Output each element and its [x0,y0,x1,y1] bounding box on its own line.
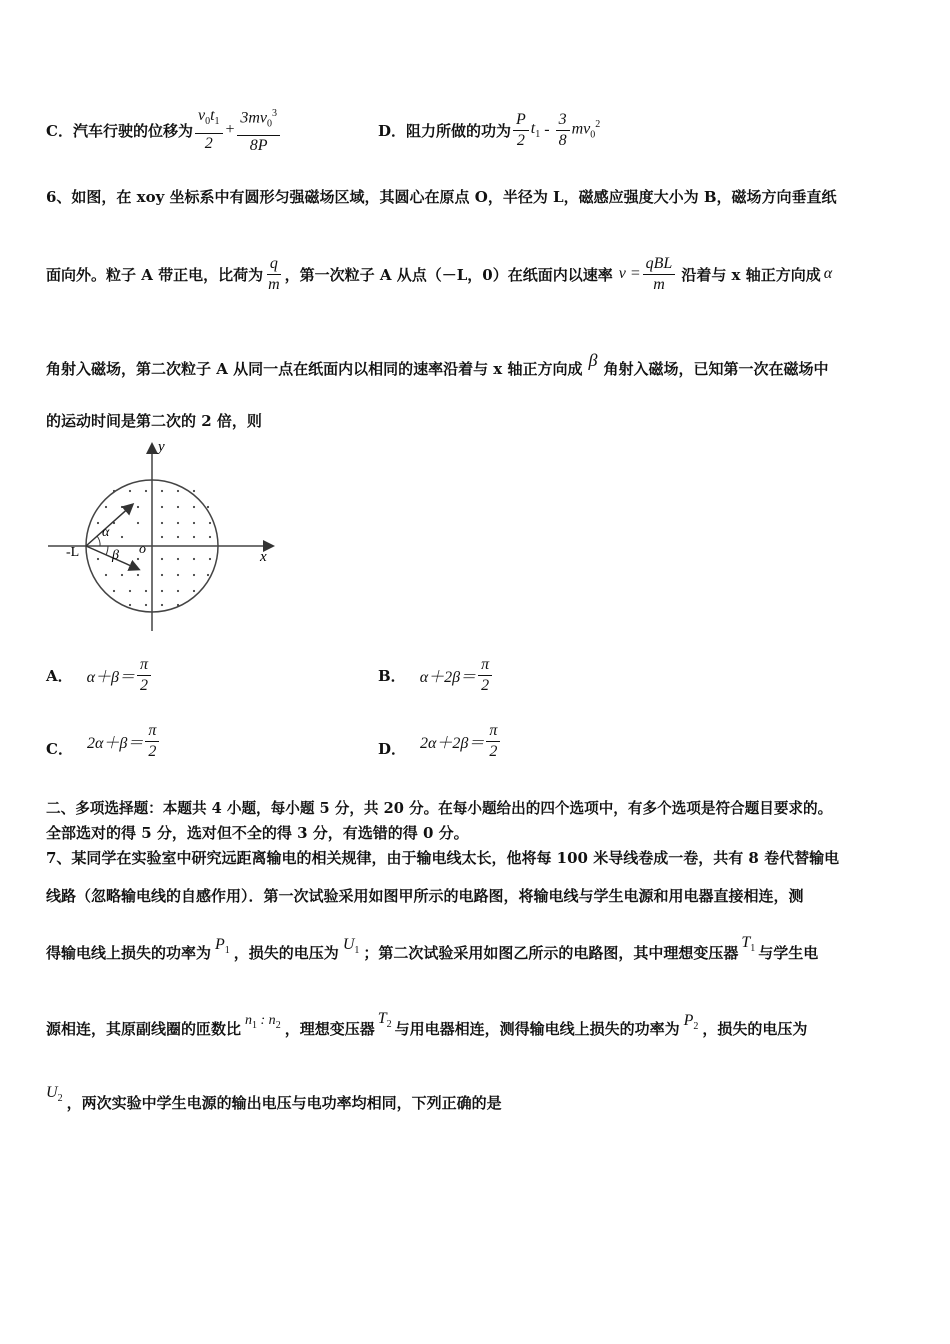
q6-option-c [46,716,161,760]
q6-line3-text-b: 角射入磁场，已知第一次在磁场中 [603,359,829,378]
q7-line3-text-c: ；第二次试验采用如图乙所示的电路图，其中理想变压器 [363,943,739,962]
beta-label: β [112,548,119,563]
q6-option-a-expr: α＋β＝ [86,668,136,686]
q6-option-d-label: D． [378,740,407,758]
q6-option-c-label: C． [46,740,73,758]
q6-option-a [46,655,153,695]
q7-line3: 得输电线上损失的功率为 $P_1$ ，损失的电压为 $U_1$ ；第二次试验采用如图乙所示的电路图，其中理想变压器 $T_1$ 与学生电 [46,933,819,962]
q6-option-b-den: 2 [481,676,490,694]
q6-option-a-den: 2 [140,676,149,694]
section2-line1: 二、多项选择题：本题共 4 小题，每小题 5 分，共 20 分。在每小题给出的四个选项中，有多个选项是符合题目要求的。 [46,800,833,817]
q5-option-d-formula-part2: $\frac{3}{8}$ [556,110,570,151]
q6-line2: 面向外。粒子 A 带正电，比荷为 $\frac{q}{m}$ ，第一次粒子 A 从点（－L，0）在纸面内以速率 v = $\frac{\text{qBL}}{m}$ 沿着与 x 轴正方向成 α [46,254,833,293]
q5-option-d: D．阻力所做的功为 $\frac{P}{2}$ $t_1$ - $\frac{3}{8}$ $mv_0^2$ [378,110,601,149]
q7-line2: 线路（忽略输电线的自感作用）．第一次试验采用如图甲所示的电路图，将输电线与学生电源和用电器直接相连，测 [46,887,804,905]
q6-line4: 的运动时间是第二次的 2 倍，则 [46,412,262,430]
q7-line3-text-a: 得输电线上损失的功率为 [46,943,212,962]
origin-label: o [139,542,146,557]
q6-option-a-num: π [137,655,151,676]
q7-line3-text-b: ，损失的电压为 [233,943,339,962]
x-axis-label: x [260,549,267,565]
q6-option-b-expr: α＋2β＝ [419,668,477,686]
q7-line1: 7、某同学在实验室中研究远距离输电的相关规律，由于输电线太长，他将每 100 米导线卷成一卷，共有 8 卷代替输电 [46,849,840,867]
q6-option-c-expr: 2α＋β＝ [86,735,144,752]
q6-option-a-label: A． [46,666,73,685]
q6-option-b-num: π [478,655,492,676]
y-axis-label: y [158,439,165,455]
q7-line4-text-d: ，损失的电压为 [702,1019,808,1038]
q6-line2-text-c: 沿着与 x 轴正方向成 [681,265,821,284]
section2-line2: 全部选对的得 5 分，选对但不全的得 3 分，有选错的得 0 分。 [46,824,469,842]
q6-option-b-label: B． [378,666,406,685]
q5-option-c-formula-part2: $\frac{3mv_0^3}{8P}$ [237,104,280,156]
q5-option-d-formula-part1: $\frac{P}{2}$ [513,110,529,151]
q7-line4: 源相连，其原副线圈的匝数比 $n_1$ : $n_2$ ，理想变压器 $T_2$ 与用电器相连，测得输电线上损失的功率为 $P_2$ ，损失的电压为 [46,1009,808,1038]
q6-option-d [378,716,502,760]
q6-option-d-num: π [486,721,500,742]
q7-line4-text-a: 源相连，其原副线圈的匝数比 [46,1019,242,1038]
q6-line1: 6、如图，在 xoy 坐标系中有圆形匀强磁场区域，其圆心在原点 O，半径为 L，磁感应强度大小为 B，磁场方向垂直纸 [46,188,837,206]
q6-option-d-expr: 2α＋2β＝ [420,735,485,752]
q7-line5: $U_2$ ，两次实验中学生电源的输出电压与电功率均相同，下列正确的是 [46,1083,502,1112]
q6-charge-ratio-formula: $\frac{q}{m}$ [268,254,280,293]
q6-line2-text-a: 面向外。粒子 A 带正电，比荷为 [46,265,264,284]
q6-line2-text-b: ，第一次粒子 A 从点（－L，0）在纸面内以速率 [284,265,613,284]
point-minus-l-label: -L [66,545,80,560]
q7-line5-text: ，两次实验中学生电源的输出电压与电功率均相同，下列正确的是 [66,1093,502,1112]
q7-line4-text-c: 与用电器相连，测得输电线上损失的功率为 [394,1019,680,1038]
q6-line3 [46,348,828,388]
alpha-label: α [102,525,110,540]
q6-option-c-den: 2 [148,743,157,760]
q5-option-c-label: C．汽车行驶的位移为 [46,121,193,140]
q7-line4-text-b: ，理想变压器 [284,1019,375,1038]
q6-option-d-den: 2 [489,743,498,760]
q5-option-d-label: D．阻力所做的功为 [378,121,512,140]
q6-option-c-num: π [145,721,159,742]
q6-line3-text-a: 角射入磁场，第二次粒子 A 从同一点在纸面内以相同的速率沿着与 x 轴正方向成 [46,359,583,378]
q6-beta-symbol: β [588,349,598,370]
q5-option-c: C．汽车行驶的位移为 $\frac{v_0t_1}{2}$ + $\frac{3mv_0^3}{8P}$ [46,105,282,155]
q5-option-c-formula-part1: $\frac{v_0t_1}{2}$ [195,106,223,153]
q6-option-b [378,655,494,695]
q6-magnetic-field-figure [40,435,280,635]
q7-line3-text-d: 与学生电 [758,943,819,962]
q6-alpha-symbol: α [823,265,833,282]
q6-speed-formula: $\frac{\text{qBL}}{m}$ [643,254,676,295]
